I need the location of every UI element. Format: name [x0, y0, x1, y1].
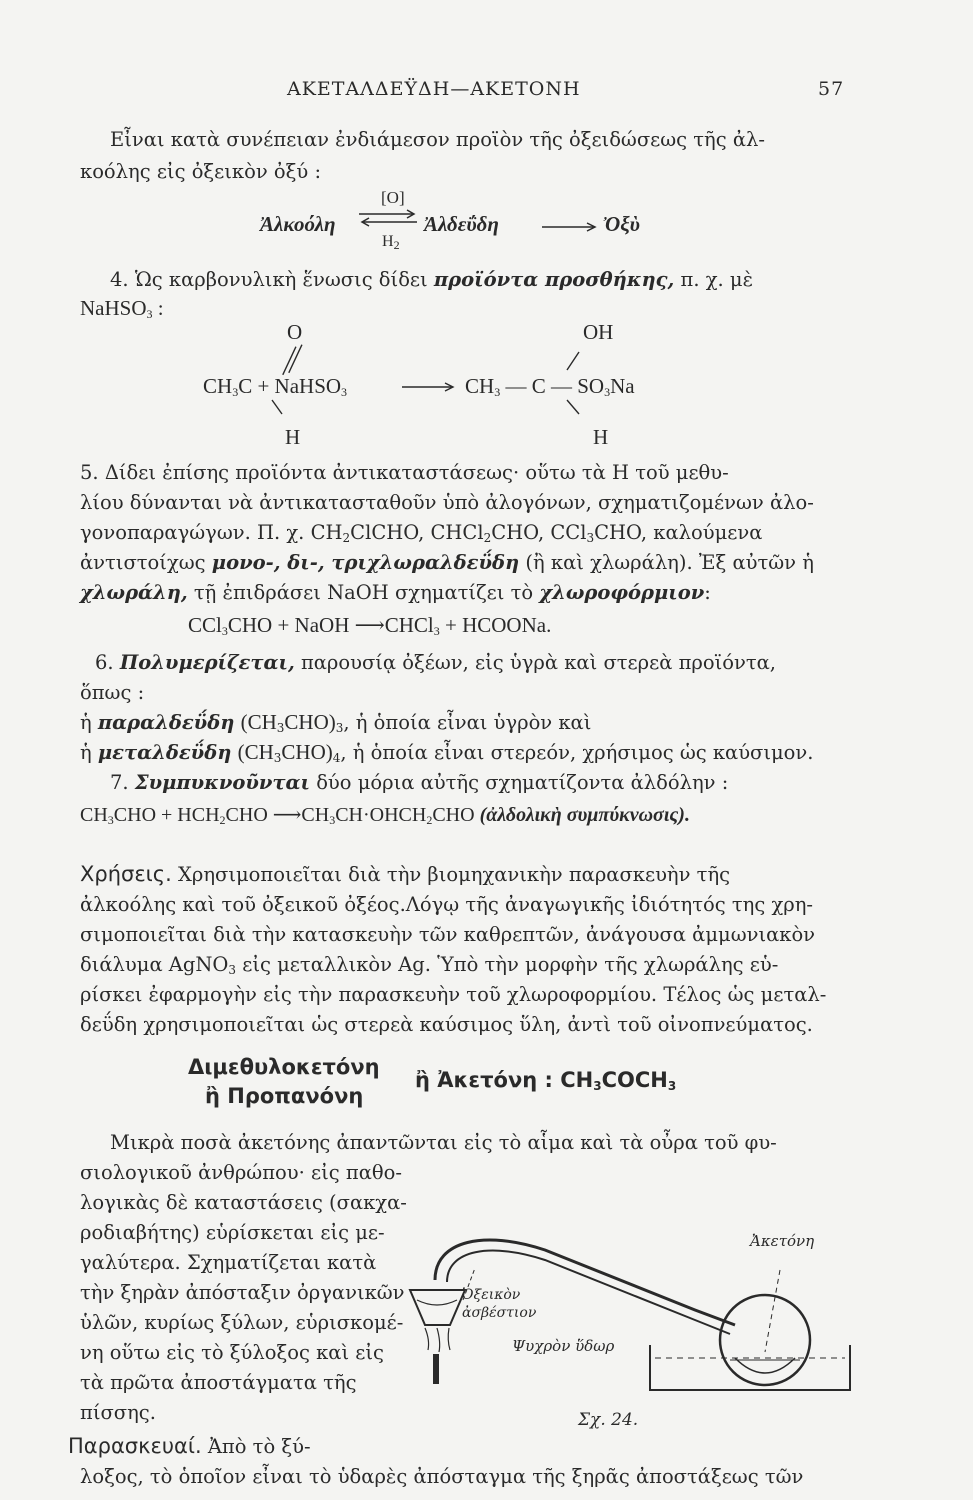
body-line-10: πίσσης. — [80, 1401, 156, 1424]
eq2-reactant: $CH_3C$ + NaHSO$_3$ — [203, 374, 348, 399]
uses-line-5: ρίσκει ἐφαρμογὴν εἰς τὴν παρασκευὴν τοῦ χλωροφορμίου. Τέλος ὡς μεταλ- — [80, 983, 827, 1006]
uses-line-1: Χρήσεις. Χρησιμοποιεῖται διὰ τὴν βιομηχανικὴν παρασκευὴν τῆς — [80, 862, 731, 886]
item7-line-1: 7. Συμπυκνοῦνται δύο μόρια αὐτῆς σχηματίζοντα ἀλδόλην : — [110, 771, 729, 794]
figure-caption: Σχ. 24. — [578, 1410, 639, 1430]
uses-line-6: δεΰδη χρησιμοποιεῖται ὡς στερεὰ καύσιμος ὕλη, ἀντὶ τοῦ οἰνοπνεύματος. — [80, 1013, 813, 1036]
body-line-2: σιολογικοῦ ἀνθρώπου· εἰς παθο- — [80, 1161, 402, 1184]
item5-line-5: χλωράλη, τῇ ἐπιδράσει NaOH σχηματίζει τὸ χλωροφόρμιον: — [80, 581, 711, 604]
item4-line: 4. Ὡς καρβονυλικὴ ἕνωσις δίδει προϊόντα προσθήκης, π. χ. μὲ — [110, 268, 754, 291]
body-line-7: ὑλῶν, κυρίως ξύλων, εὑρισκομέ- — [80, 1311, 404, 1334]
eq1-arrow — [540, 220, 598, 234]
eq1-aldehyde: Ἀλδεΰδη — [424, 212, 499, 236]
intro-line-2: κοόλης εἰς ὀξεικὸν ὀξύ : — [80, 160, 322, 183]
item5-line-1: 5. Δίδει ἐπίσης προϊόντα ἀντικαταστάσεως· οὕτω τὰ H τοῦ μεθυ- — [80, 461, 729, 484]
eq2-hydroxyl: OH — [583, 320, 614, 344]
section-title-1: Διμεθυλοκετόνη — [188, 1055, 380, 1079]
item4-reagent: NaHSO$_3$ : — [80, 296, 164, 321]
flame-icon — [425, 1328, 450, 1352]
figure-label-acetone: Ἀκετόνη — [750, 1232, 815, 1250]
eq1-reductant: $H_2$ — [382, 233, 400, 252]
item6-line-2: ὅπως : — [80, 681, 145, 704]
item6-line-1: 6. Πολυμερίζεται, παρουσίᾳ ὀξέων, εἰς ὑγρὰ καὶ στερεὰ προϊόντα, — [95, 651, 776, 674]
body-line-3: λογικὰς δὲ καταστάσεις (σακχα- — [80, 1191, 407, 1214]
figure-label-cold-water: Ψυχρὸν ὕδωρ — [512, 1337, 615, 1355]
item6-line-4: ἡ μεταλδεΰδη $(CH_3CHO)_4$, ἡ ὁποία εἶναι στερεόν, χρήσιμος ὡς καύσιμον. — [80, 740, 814, 765]
eq2-hydrogen-1: H — [285, 425, 301, 449]
section-title-2: ἢ Προπανόνη — [205, 1084, 364, 1108]
body-line-1: Μικρὰ ποσὰ ἀκετόνης ἀπαντῶνται εἰς τὸ αἷμα καὶ τὰ οὖρα τοῦ φυ- — [110, 1131, 777, 1154]
heating-vessel — [410, 1290, 465, 1325]
body-line-9: τὰ πρῶτα ἀποστάγματα τῆς — [80, 1371, 357, 1394]
body-line-6: τὴν ξηρὰν ἀπόσταξιν ὀργανικῶν — [80, 1281, 405, 1304]
receiving-flask — [720, 1295, 810, 1385]
uses-line-4: διάλυμα AgNO$_3$ εἰς μεταλλικὸν Ag. Ὑπὸ τὴν μορφὴν τῆς χλωράλης εὑ- — [80, 953, 779, 977]
figure-label-calcium-acetate-1: Ὀξεικὸν — [462, 1287, 521, 1303]
item5-equation: CCl$_3$CHO + NaOH ⟶CHCl$_3$ + HCOONa. — [188, 613, 552, 638]
running-header: ΑΚΕΤΑΛΔΕΫΔΗ—ΑΚΕΤΟΝΗ — [287, 78, 581, 100]
item7-equation: $CH_3CHO + HCH_2CHO$ $⟶CH_3CH\cdot OHCH_2CHO$ (ἀλδολικὴ συμπύκνωσις). — [80, 804, 690, 827]
burner-icon — [433, 1354, 439, 1384]
item6-line-3: ἡ παραλδεΰδη $(CH_3CHO)_3$, ἡ ὁποία εἶναι ὑγρὸν καὶ — [80, 710, 592, 735]
uses-line-3: σιμοποιεῖται διὰ τὴν κατασκευὴν τῶν καθρεπτῶν, ἀνάγουσα ἀμμωνιακὸν — [80, 923, 816, 946]
item5-line-3: γονοπαραγώγων. Π. χ. $CH_2ClCHO$, CHCl$_2$CHO, CCl$_3$CHO, καλούμενα — [80, 521, 763, 545]
eq2-hydrogen-2: H — [593, 425, 609, 449]
eq1-alcohol: Ἀλκοόλη — [260, 212, 336, 236]
eq2-product: $CH_3$ — C — $SO_3Na$ — [465, 374, 635, 399]
eq2-oxygen: O — [287, 320, 303, 344]
uses-line-2: ἀλκοόλης καὶ τοῦ ὀξεικοῦ ὀξέος.Λόγῳ τῆς ἀναγωγικῆς ἰδιότητός της χρη- — [80, 893, 814, 916]
page-number: 57 — [818, 78, 845, 100]
eq1-acid: Ὀξὺ — [603, 212, 640, 236]
body-line-8: νη οὕτω εἰς τὸ ξύλοξος καὶ εἰς — [80, 1341, 384, 1364]
section-title-3: ἢ Ἀκετόνη : $CH_3COCH_3$ — [415, 1068, 677, 1093]
item5-line-2: λίου δύνανται νὰ ἀντικατασταθοῦν ὑπὸ ἀλογόνων, σχηματιζομένων ἀλο- — [80, 491, 814, 514]
item5-line-4: ἀντιστοίχως μονο-, δι-, τριχλωραλδεΰδη (ἢ καὶ χλωράλη). Ἐξ αὐτῶν ἡ — [80, 551, 814, 574]
body-line-5: γαλύτερα. Σχηματίζεται κατὰ — [80, 1251, 377, 1274]
body-line-12: λοξος, τὸ ὁποῖον εἶναι τὸ ὑδαρὲς ἀπόσταγμα τῆς ξηρᾶς ἀποστάξεως τῶν — [80, 1465, 804, 1488]
intro-line-1: Εἶναι κατὰ συνέπειαν ἐνδιάμεσον προϊὸν τῆς ὀξειδώσεως τῆς ἀλ- — [110, 128, 765, 151]
body-line-4: ροδιαβήτης) εὑρίσκεται εἰς με- — [80, 1221, 385, 1244]
body-line-11: Παρασκευαί. Ἀπὸ τὸ ξύ- — [68, 1434, 311, 1458]
eq1-oxidant: [O] — [381, 188, 405, 207]
eq1-equilibrium-arrow — [357, 207, 419, 229]
figure-label-calcium-acetate-2: ἀσβέστιον — [462, 1305, 537, 1321]
